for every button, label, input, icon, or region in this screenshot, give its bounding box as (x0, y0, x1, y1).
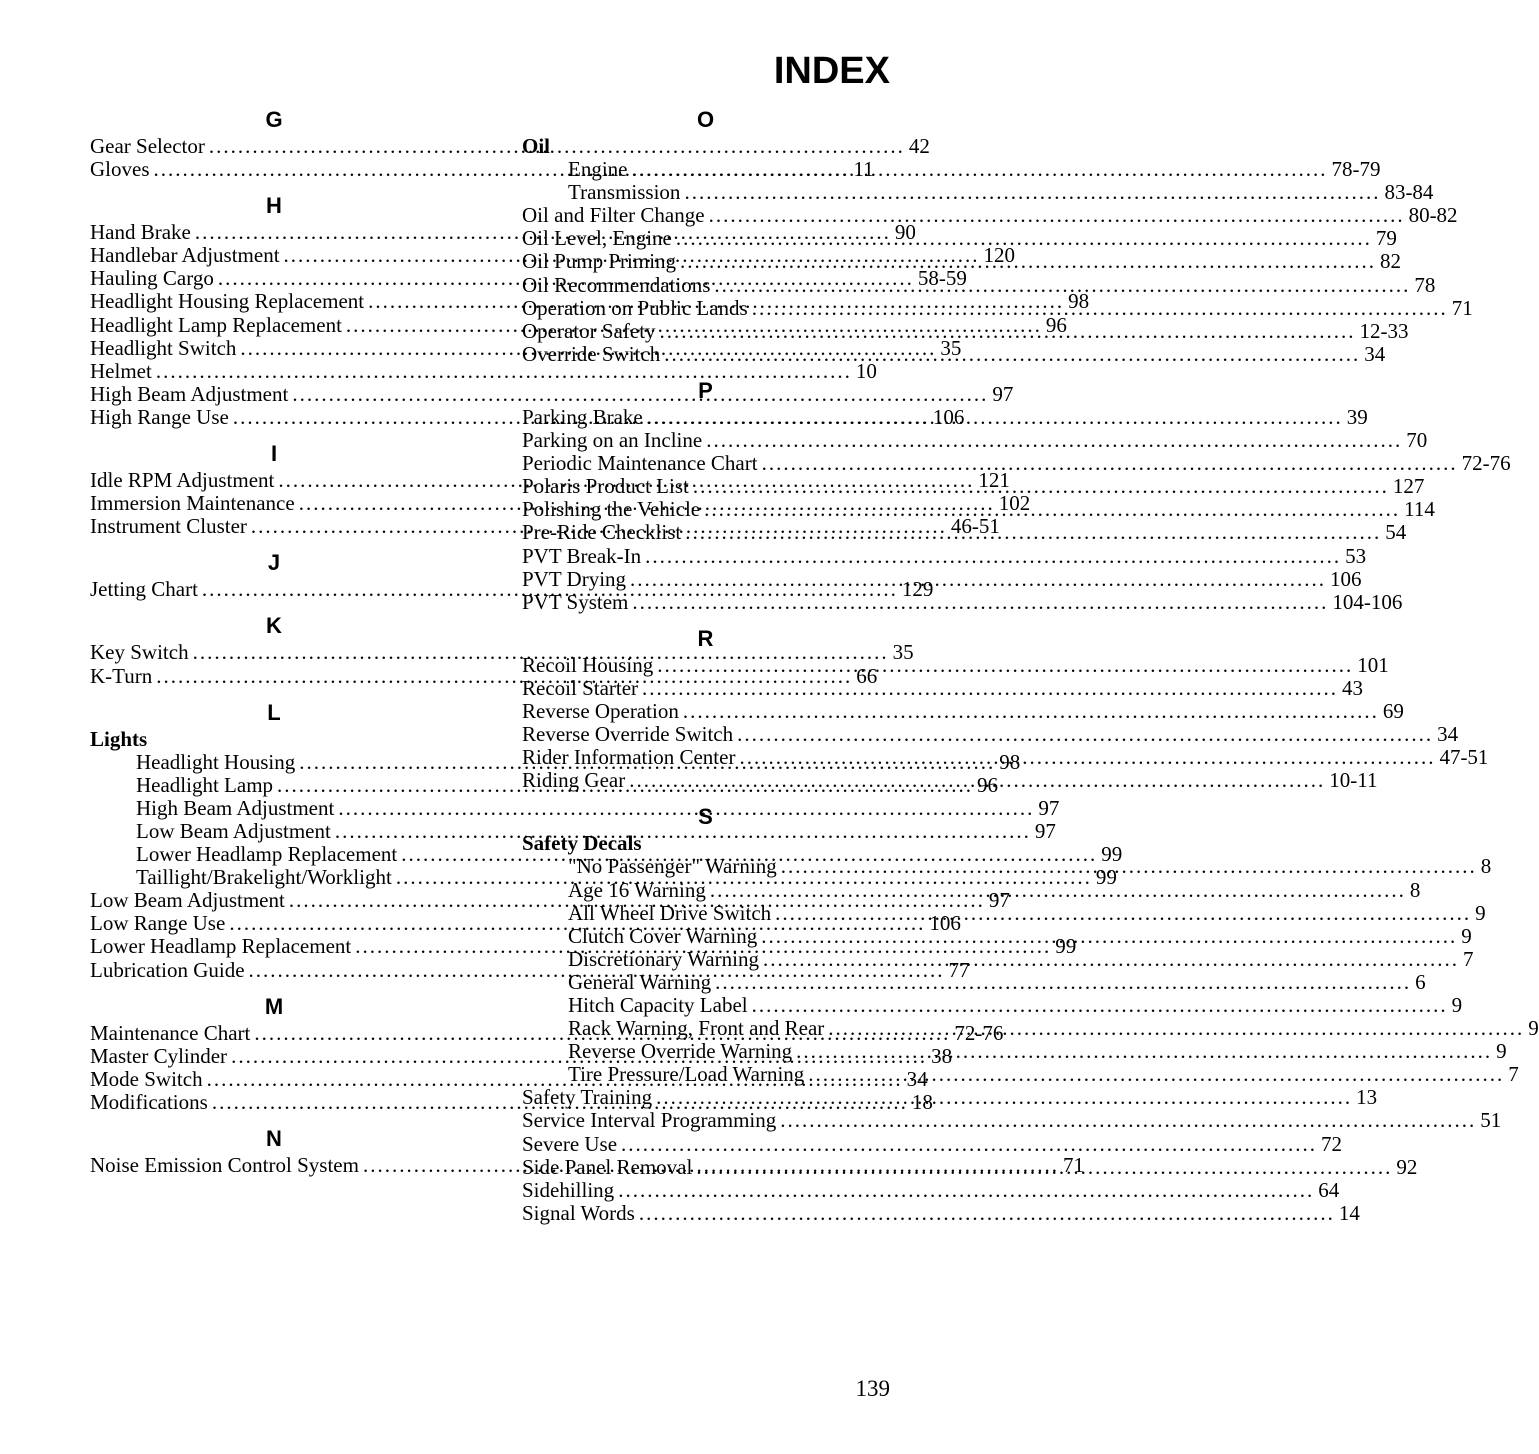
entry-page: 98 (999, 749, 1021, 774)
entry-page: 38 (931, 1043, 953, 1068)
entry-text: Hand Brake (90, 220, 191, 245)
entry-text: Transmission (568, 180, 681, 205)
entry-text: Periodic Maintenance Chart (522, 451, 758, 476)
dot-leader (664, 343, 1360, 366)
dot-leader (684, 181, 1380, 204)
entry-page: 114 (1404, 497, 1435, 522)
entry-text: Taillight/Brakelight/Worklight (136, 865, 392, 890)
index-entry-signal-words (522, 1200, 1360, 1225)
entry-page: 83-84 (1384, 180, 1434, 205)
index-entry-parking-on-an-incline (522, 428, 1428, 453)
dot-leader (685, 521, 1381, 544)
entry-text: Noise Emission Control System (90, 1153, 359, 1177)
dot-leader (775, 902, 1471, 925)
dot-leader (632, 591, 1328, 614)
entry-page: 9 (1496, 1039, 1507, 1064)
entry-text: Headlight Switch (90, 335, 237, 360)
dot-leader (631, 158, 1327, 181)
entry-text: Maintenance Chart (90, 1020, 251, 1045)
entry-text: Sidehilling (522, 1177, 615, 1202)
dot-leader (761, 925, 1457, 948)
entry-text: Low Beam Adjustment (136, 818, 331, 843)
dot-leader (715, 971, 1411, 994)
entry-page: 97 (988, 888, 1010, 913)
entry-text: High Range Use (90, 404, 229, 429)
entry-page: 80-82 (1408, 203, 1458, 228)
entry-page: 35 (892, 640, 914, 665)
entry-text: Headlight Housing Replacement (90, 289, 365, 314)
entry-text: Low Range Use (90, 911, 226, 936)
entry-text: Mode Switch (90, 1066, 203, 1091)
entry-page: 77 (948, 957, 970, 982)
entry-page: 97 (1034, 818, 1056, 843)
index-entry-severe-use (522, 1131, 1343, 1156)
entry-text: Operator Safety (522, 318, 656, 343)
entry-page: 92 (1396, 1154, 1418, 1179)
entry-page: 9 (1451, 993, 1463, 1017)
entry-text: Immersion Maintenance (90, 491, 295, 516)
entry-page: 120 (983, 243, 1016, 268)
dot-leader (683, 700, 1379, 723)
entry-text: Polishing the Vehicle (522, 497, 701, 522)
dot-leader (762, 452, 1458, 475)
index-entry-high-beam-adjustment (90, 795, 1060, 820)
entry-page: 9 (1528, 1016, 1539, 1041)
entry-text: PVT Drying (522, 566, 627, 591)
section-letter: R (697, 625, 714, 651)
entry-page: 51 (1480, 1108, 1502, 1133)
index-entry-oil-and-filter-change (522, 203, 1458, 228)
entry-text: Side Panel Removal (522, 1154, 693, 1179)
entry-text: Lights (90, 726, 148, 751)
entry-text: Override Switch (522, 341, 661, 366)
entry-text: Low Beam Adjustment (90, 888, 285, 913)
index-heading-lights (90, 728, 458, 751)
entry-page: 98 (1068, 289, 1090, 314)
section-letter: G (265, 107, 283, 132)
entry-page: 106 (929, 911, 961, 936)
dot-leader (704, 498, 1400, 521)
entry-page: 34 (1437, 722, 1459, 747)
index-entry-periodic-maintenance-chart (522, 451, 1511, 476)
entry-text: Lower Headlamp Replacement (136, 842, 398, 867)
entry-page: 9 (1461, 923, 1472, 948)
entry-text: Lower Headlamp Replacement (90, 934, 352, 959)
entry-text: Age 16 Warning (568, 877, 706, 902)
entry-page: 35 (940, 335, 962, 360)
entry-text: Gloves (90, 157, 150, 182)
entry-text: Lubrication Guide (90, 957, 245, 982)
dot-leader (828, 1017, 1524, 1040)
entry-text: Discretionary Warning (568, 946, 759, 971)
entry-page: 99 (1095, 865, 1117, 890)
entry-text: Clutch Cover Warning (568, 923, 758, 948)
section-letter: H (266, 193, 282, 219)
entry-text: Recoil Starter (522, 675, 639, 700)
entry-page: 9 (1475, 900, 1486, 925)
entry-text: Headlight Housing (136, 749, 296, 774)
entry-page: 127 (1392, 474, 1425, 499)
entry-text: Severe Use (522, 1131, 618, 1156)
dot-leader (657, 654, 1353, 677)
entry-page: 82 (1380, 249, 1402, 274)
dot-leader (676, 227, 1372, 250)
entry-page: 121 (978, 468, 1010, 493)
entry-text: Master Cylinder (90, 1043, 228, 1068)
dot-leader (739, 746, 1435, 769)
entry-page: 72-76 (1461, 451, 1511, 476)
entry-page: 99 (1101, 842, 1123, 867)
index-entry-helmet (90, 358, 877, 383)
entry-page: 11 (853, 157, 874, 182)
entry-text: Reverse Override Warning (568, 1039, 793, 1064)
entry-text: Jetting Chart (90, 577, 198, 602)
entry-page: 78 (1414, 272, 1436, 297)
entry-text: High Beam Adjustment (90, 381, 289, 406)
entry-text: Parking on an Incline (522, 428, 703, 453)
dot-leader (780, 1109, 1476, 1132)
dot-leader (629, 769, 1325, 792)
entry-page: 10 (855, 358, 877, 383)
dot-leader (752, 297, 1448, 320)
dot-leader (630, 568, 1326, 591)
entry-text: Helmet (90, 358, 152, 383)
entry-page: 97 (1038, 795, 1060, 820)
index-entry-service-interval-programming (522, 1108, 1502, 1133)
dot-leader (693, 475, 1389, 498)
entry-text: Gear Selector (90, 134, 205, 158)
entry-text: Hitch Capacity Label (568, 993, 748, 1017)
dot-leader (639, 1202, 1335, 1225)
entry-page: 58-59 (917, 266, 967, 291)
entry-page: 70 (1406, 428, 1428, 453)
page-title: INDEX (773, 50, 890, 92)
entry-text: Riding Gear (522, 768, 626, 793)
entry-text: High Beam Adjustment (136, 795, 335, 820)
entry-page: 12-33 (1359, 318, 1409, 343)
entry-page: 129 (901, 577, 934, 602)
entry-page: 18 (911, 1089, 933, 1114)
index-entry-pvt-break-in (522, 543, 1367, 568)
dot-leader (660, 320, 1356, 343)
entry-page: 101 (1357, 652, 1389, 677)
entry-page: 96 (977, 772, 999, 797)
entry-text: Modifications (90, 1089, 208, 1114)
entry-page: 46-51 (950, 514, 1000, 539)
entry-text: Rider Information Center (522, 745, 736, 770)
entry-text: Idle RPM Adjustment (90, 468, 275, 493)
entry-page: 102 (998, 491, 1031, 516)
section-letter: I (270, 441, 278, 467)
entry-text: Recoil Housing (522, 652, 654, 677)
entry-text: Headlight Lamp (136, 772, 274, 797)
entry-text: Oil (522, 134, 551, 158)
entry-text: Oil Pump Priming (522, 249, 677, 274)
entry-page: 7 (1462, 946, 1474, 971)
entry-page: 106 (1330, 566, 1362, 591)
entry-text: Operation on Public Lands (522, 295, 748, 320)
entry-text: Headlight Lamp Replacement (90, 312, 342, 337)
entry-page: 54 (1385, 520, 1407, 545)
entry-text: Handlebar Adjustment (90, 243, 280, 268)
index-entry-sidehilling (522, 1177, 1340, 1202)
entry-text: PVT System (522, 589, 629, 614)
index-entry-low-beam-adjustment (90, 818, 1056, 843)
section-letter: L (267, 699, 281, 725)
entry-page: 90 (894, 220, 916, 245)
section-letter: J (267, 550, 281, 576)
entry-text: Rack Warning, Front and Rear (568, 1016, 825, 1041)
entry-text: Signal Words (522, 1200, 635, 1225)
entry-page: 7 (1508, 1062, 1519, 1087)
index-entry-hitch-capacity-label (522, 993, 1463, 1017)
entry-page: 106 (932, 404, 965, 429)
dot-leader (710, 879, 1406, 902)
entry-text: Polaris Product List (522, 474, 689, 499)
entry-text: All Wheel Drive Switch (568, 900, 772, 925)
entry-page: 99 (1055, 934, 1077, 959)
entry-text: K-Turn (90, 663, 153, 688)
entry-page: 53 (1345, 543, 1367, 568)
dot-leader (737, 723, 1433, 746)
entry-text: PVT Break-In (522, 543, 642, 568)
entry-page: 6 (1415, 969, 1426, 994)
entry-page: 69 (1382, 698, 1404, 723)
index-entry-transmission (522, 180, 1434, 205)
entry-text: Key Switch (90, 640, 189, 665)
entry-page: 78-79 (1331, 157, 1381, 182)
entry-text: Oil Recommendations (522, 272, 711, 297)
dot-leader (642, 677, 1338, 700)
entry-text: Safety Training (522, 1085, 653, 1110)
page-number: 139 (855, 1376, 890, 1401)
entry-page: 43 (1342, 675, 1364, 700)
index-heading-safety-decals (522, 832, 889, 855)
entry-text: Service Interval Programming (522, 1108, 777, 1133)
entry-page: 34 (1364, 341, 1386, 366)
dot-leader (647, 406, 1343, 429)
dot-leader (680, 250, 1376, 273)
entry-page: 39 (1346, 404, 1368, 429)
entry-page: 79 (1375, 226, 1397, 251)
dot-leader (714, 274, 1410, 297)
dot-leader (808, 1063, 1504, 1086)
index-entry-engine (522, 157, 1381, 182)
dot-leader (645, 545, 1341, 568)
dot-leader (781, 855, 1477, 878)
entry-page: 8 (1409, 877, 1421, 902)
section-letter: S (698, 804, 713, 830)
entry-page: 13 (1356, 1085, 1378, 1110)
dot-leader (621, 1133, 1317, 1156)
entry-text: Oil Level, Engine (522, 226, 672, 251)
entry-page: 10-11 (1329, 768, 1378, 793)
index-heading-oil (522, 135, 889, 158)
dot-leader (752, 994, 1448, 1017)
entry-text: Pre-Ride Checklist (522, 520, 682, 545)
entry-text: General Warning (568, 969, 712, 994)
entry-text: Hauling Cargo (90, 266, 214, 291)
entry-text: Parking Brake (522, 404, 643, 429)
entry-page: 72-76 (954, 1020, 1004, 1045)
section-letter: K (266, 613, 282, 639)
entry-text: Reverse Operation (522, 698, 679, 723)
section-letter: N (266, 1126, 282, 1151)
entry-page: 42 (908, 134, 930, 158)
entry-page: 71 (1062, 1153, 1084, 1177)
entry-page: 66 (856, 663, 878, 688)
entry-page: 14 (1338, 1200, 1360, 1225)
entry-page: 104-106 (1332, 589, 1403, 614)
entry-text: Oil and Filter Change (522, 203, 705, 228)
dot-leader (696, 1153, 1392, 1179)
entry-text: Instrument Cluster (90, 514, 247, 539)
section-letter: M (264, 993, 284, 1019)
entry-page: 97 (992, 381, 1014, 406)
entry-text: Safety Decals (522, 831, 642, 856)
dot-leader (796, 1040, 1492, 1063)
entry-text: Engine (568, 157, 628, 182)
index-entry-reverse-override-switch (522, 722, 1459, 747)
entry-page: 47-51 (1439, 745, 1489, 770)
entry-page: 8 (1480, 854, 1492, 879)
entry-page: 34 (906, 1066, 928, 1091)
index-entry-high-beam-adjustment (90, 381, 1014, 406)
section-letter: O (696, 107, 715, 132)
dot-leader (763, 948, 1459, 971)
entry-text: Tire Pressure/Load Warning (568, 1062, 805, 1087)
entry-page: 64 (1318, 1177, 1340, 1202)
index-entry-reverse-operation (522, 698, 1404, 723)
entry-page: 96 (1045, 312, 1067, 337)
entry-page: 72 (1321, 1131, 1343, 1156)
entry-text: "No Passenger" Warning (568, 854, 777, 879)
section-letter: P (698, 377, 713, 403)
dot-leader (656, 1086, 1352, 1109)
dot-leader (709, 204, 1405, 227)
dot-leader (706, 429, 1402, 452)
dot-leader (618, 1179, 1314, 1202)
entry-page: 71 (1451, 295, 1473, 320)
entry-text: Reverse Override Switch (522, 722, 734, 747)
